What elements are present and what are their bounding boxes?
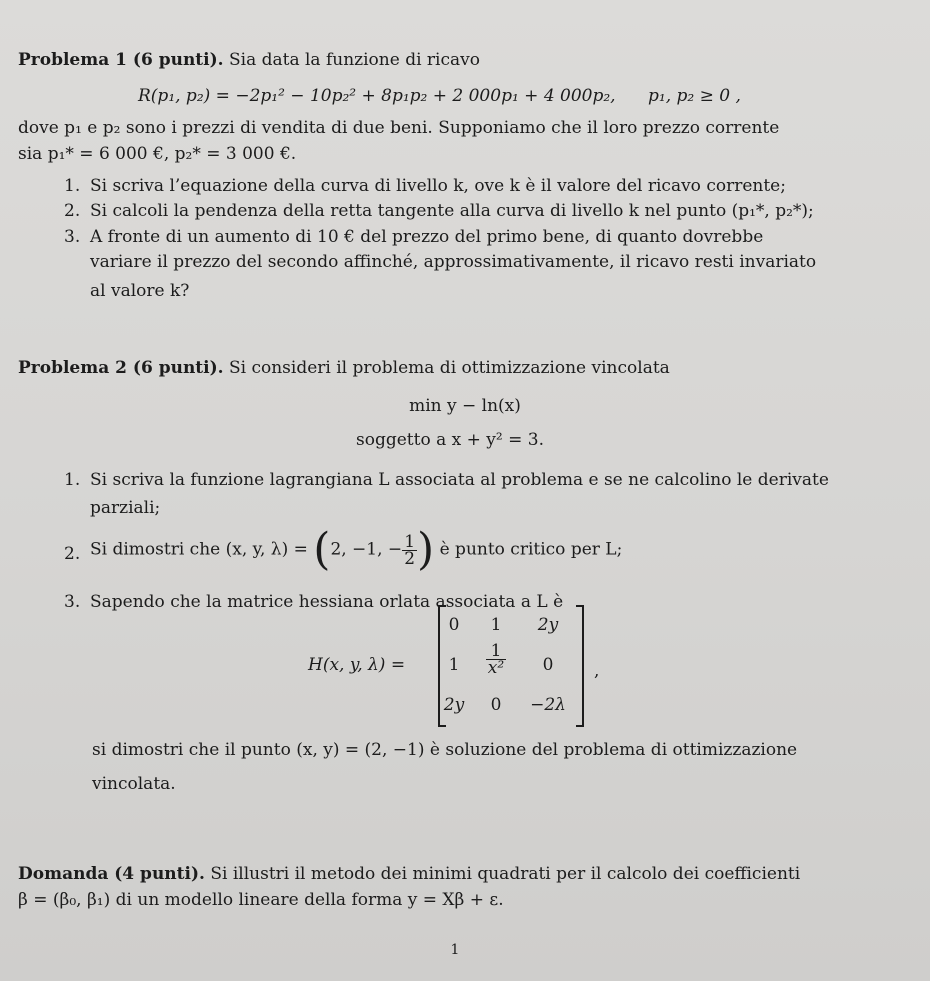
fraction-numerator: 1 <box>486 643 506 660</box>
fraction-denominator: x² <box>487 658 505 678</box>
revenue-formula: R(p₁, p₂) = −2p₁² − 10p₂² + 8p₁p₂ + 2 000p₁ + 4 000p₂, <box>138 86 616 106</box>
matrix-cell: −2λ <box>530 695 566 715</box>
problem1-text-line2: sia p₁* = 6 000 €, p₂* = 3 000 €. <box>18 144 297 164</box>
left-paren: ( <box>313 524 331 575</box>
item-number: 2. <box>64 201 81 221</box>
fraction-one-half <box>402 531 417 569</box>
problem2-after-line1: si dimostri che il punto (x, y) = (2, −1) è soluzione del problema di ottimizzazione <box>92 740 798 760</box>
fraction-numerator: 1 <box>404 531 416 552</box>
critical-point-statement <box>90 524 904 575</box>
matrix-cell: 1 <box>448 655 460 675</box>
item-number: 2. <box>64 544 81 564</box>
right-paren: ) <box>417 524 435 575</box>
item-text-line1: A fronte di un aumento di 10 € del prezzo del primo bene, di quanto dovrebbe <box>90 227 764 247</box>
problem1-heading: Problema 1 (6 punti). <box>18 50 224 70</box>
item-text-line2: variare il prezzo del secondo affinché, approssimativamente, il ricavo resti invariato <box>90 252 817 272</box>
question-line2: β = (β₀, β₁) di un modello lineare della forma y = Xβ + ε. <box>18 890 504 910</box>
point-values: 2, −1, − <box>330 539 403 560</box>
item-text: Sapendo che la matrice hessiana orlata associata a L è <box>90 592 564 612</box>
problem1-intro <box>18 48 918 72</box>
question-heading: Domanda (4 punti). <box>18 864 205 884</box>
page-number: 1 <box>450 942 460 958</box>
matrix-cell: 2y <box>537 615 559 635</box>
item-number: 3. <box>64 592 81 612</box>
matrix-cell-fraction <box>476 643 516 676</box>
statement-prefix: Si dimostri che (x, y, λ) = <box>90 539 308 560</box>
item-number: 1. <box>64 176 81 196</box>
item-text-line2: parziali; <box>90 498 161 518</box>
problem2-item-1 <box>64 468 904 524</box>
item-text: Si calcoli la pendenza della retta tangente alla curva di livello k nel punto (p₁*, p₂*); <box>90 201 814 221</box>
matrix-cell: 0 <box>542 655 554 675</box>
matrix-cell: 1 <box>490 615 502 635</box>
item-text-line3: al valore k? <box>90 281 190 301</box>
problem2-item-2 <box>64 524 904 574</box>
matrix-cell: 0 <box>490 695 502 715</box>
matrix-cell: 2y <box>443 695 465 715</box>
item-number: 3. <box>64 227 81 247</box>
problem1-text-line1: dove p₁ e p₂ sono i prezzi di vendita di due beni. Supponiamo che il loro prezzo corrente <box>18 118 780 138</box>
problem2-after-line2: vincolata. <box>92 774 176 794</box>
problem1-item-3 <box>64 225 904 305</box>
right-bracket <box>576 605 584 727</box>
problem2-heading: Problema 2 (6 punti). <box>18 358 224 378</box>
item-number: 1. <box>64 470 81 490</box>
problem2-intro-text: Si consideri il problema di ottimizzazione vincolata <box>228 358 670 378</box>
revenue-constraint: p₁, p₂ ≥ 0 , <box>648 86 741 106</box>
question-text: Si illustri il metodo dei minimi quadrati per il calcolo dei coefficienti <box>210 864 801 884</box>
objective-function: min y − ln(x) <box>409 396 521 416</box>
problem1-intro-text: Sia data la funzione di ricavo <box>228 50 480 70</box>
matrix-lhs: H(x, y, λ) = <box>308 655 406 675</box>
matrix-cell: 0 <box>448 615 460 635</box>
item-text-line1: Si scriva la funzione lagrangiana L associata al problema e se ne calcolino le derivate <box>90 470 829 490</box>
problem2-intro <box>18 356 918 380</box>
fraction-denominator: 2 <box>404 548 416 569</box>
matrix-trailing-comma: , <box>594 661 600 681</box>
item-text: Si scriva l’equazione della curva di livello k, ove k è il valore del ricavo corrente; <box>90 176 786 196</box>
problem2-constraint: soggetto a x + y² = 3. <box>356 430 544 450</box>
question-line1 <box>18 862 918 886</box>
statement-suffix: è punto critico per L; <box>439 539 623 560</box>
